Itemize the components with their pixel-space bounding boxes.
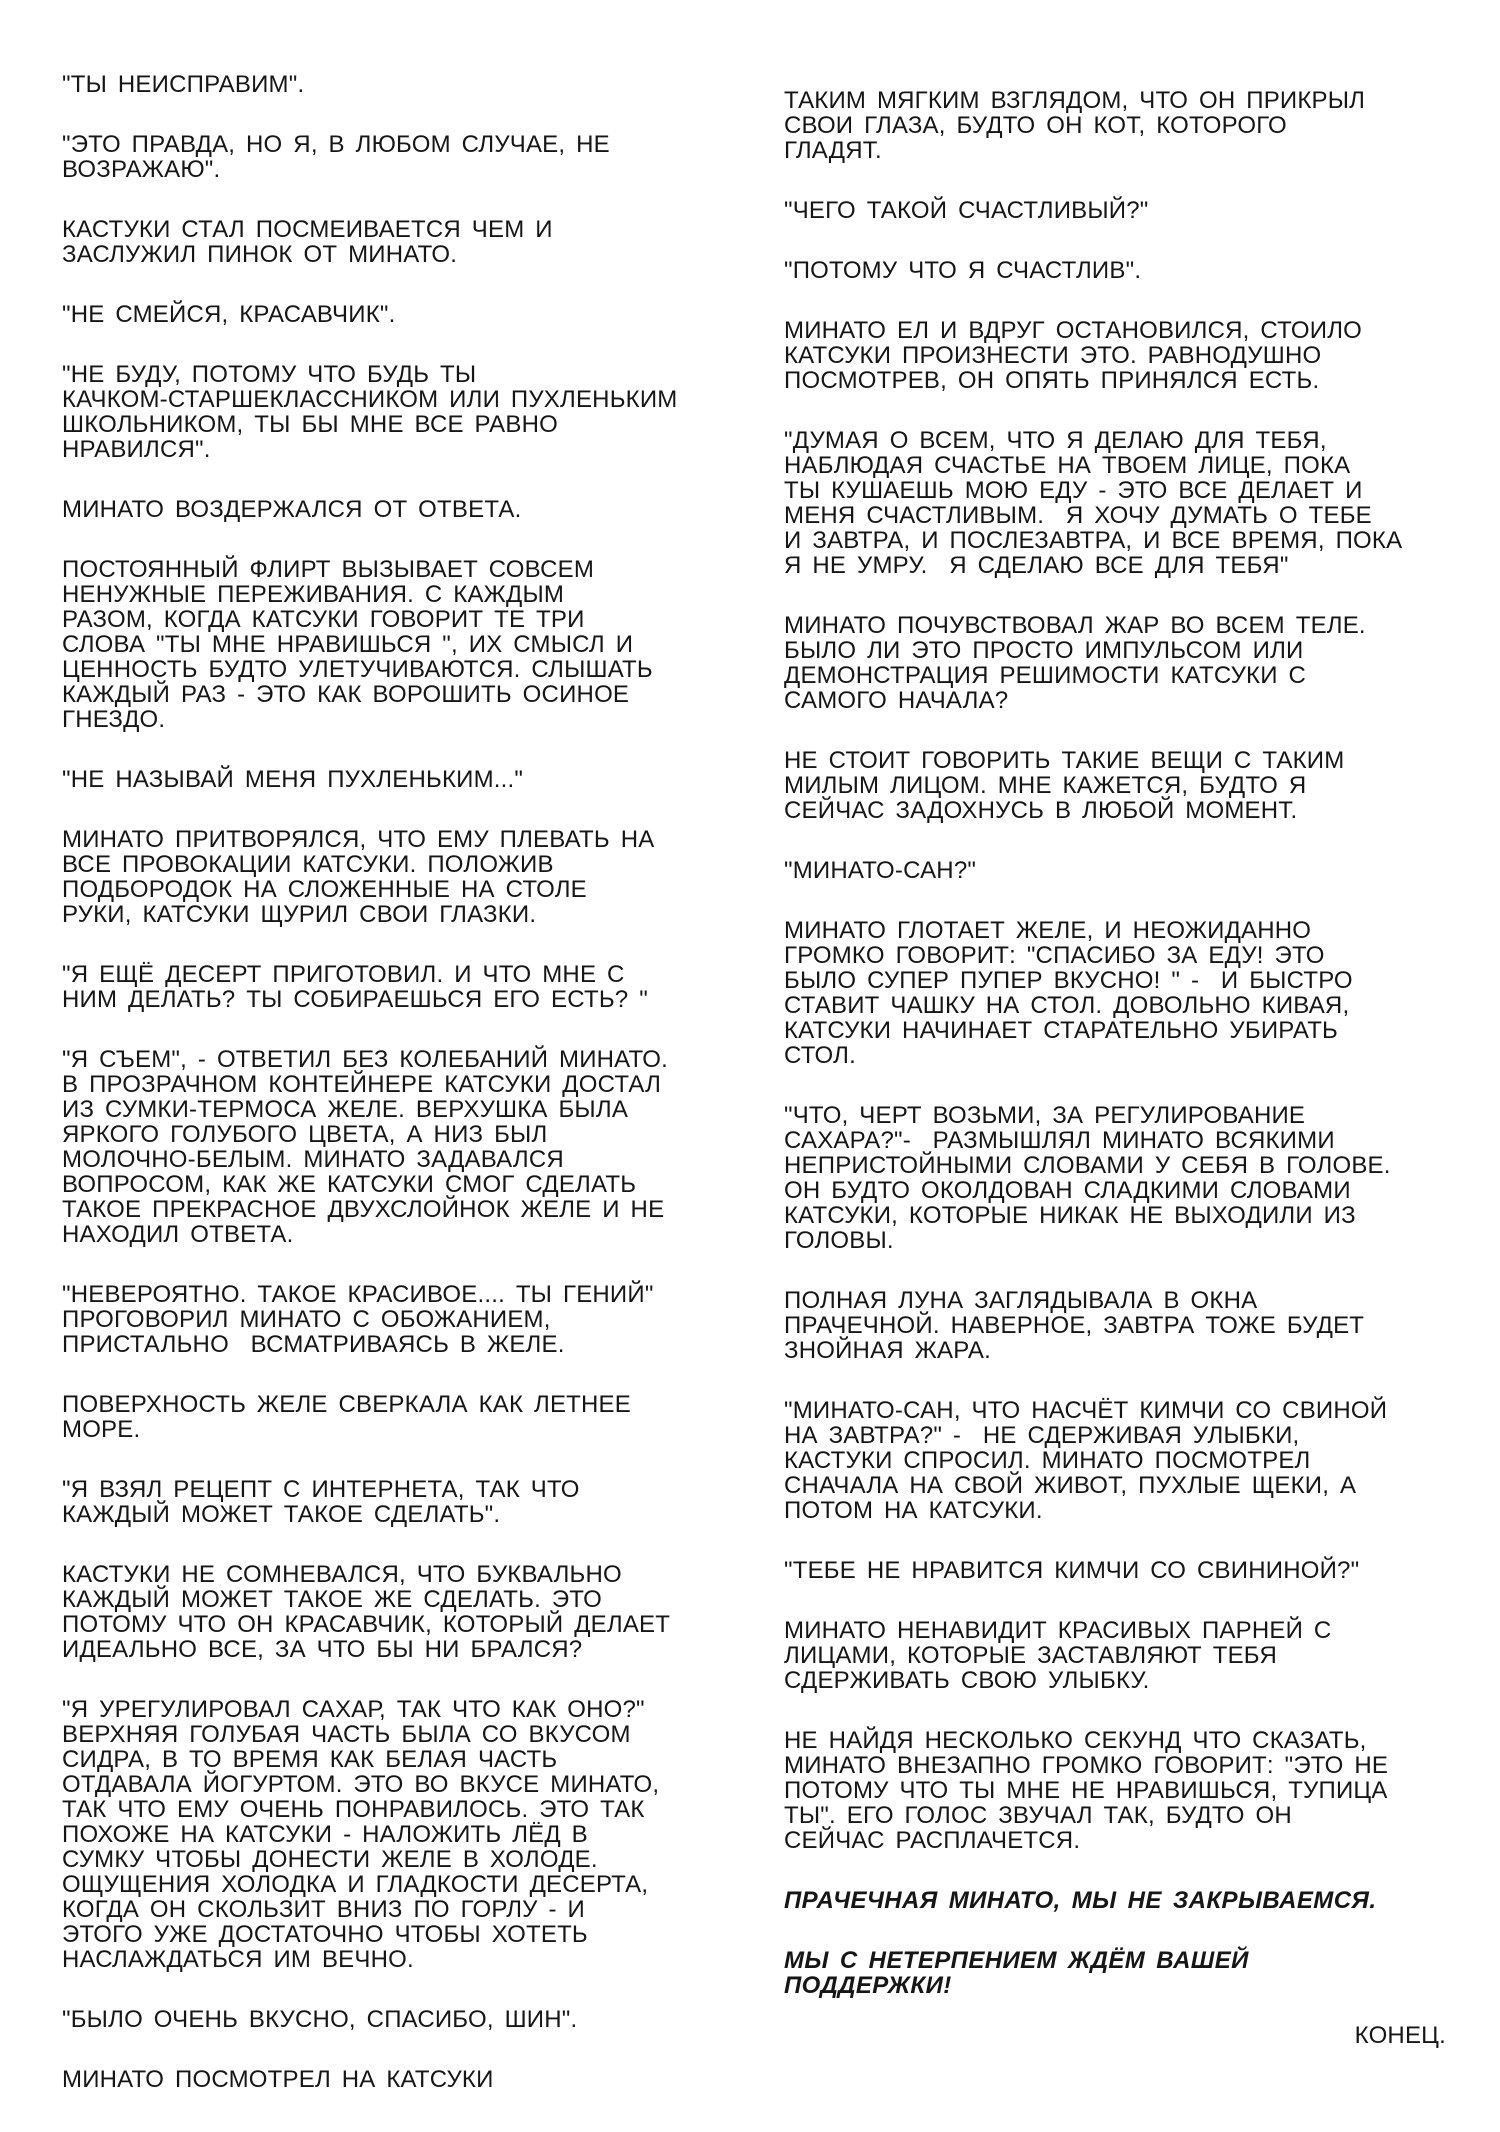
paragraph: "МИНАТО-САН?": [784, 857, 977, 884]
paragraph: "ТЫ НЕИСПРАВИМ".: [62, 71, 305, 98]
paragraph: "ЧЕГО ТАКОЙ СЧАСТЛИВЫЙ?": [784, 197, 1149, 224]
paragraph: "НЕ СМЕЙСЯ, КРАСАВЧИК".: [62, 301, 396, 328]
paragraph: МИНАТО ЕЛ И ВДРУГ ОСТАНОВИЛСЯ, СТОИЛО КАТСУКИ ПРОИЗНЕСТИ ЭТО. РАВНОДУШНО ПОСМОТРЕВ, ОН ОПЯТЬ ПРИНЯЛСЯ ЕСТЬ.: [784, 317, 1363, 394]
paragraph: ПОВЕРХНОСТЬ ЖЕЛЕ СВЕРКАЛА КАК ЛЕТНЕЕ МОРЕ.: [62, 1391, 631, 1443]
paragraph: "НЕ БУДУ, ПОТОМУ ЧТО БУДЬ ТЫ КАЧКОМ-СТАРШЕКЛАССНИКОМ ИЛИ ПУХЛЕНЬКИМ ШКОЛЬНИКОМ, ТЫ БЫ МНЕ ВСЕ РАВНО НРАВИЛСЯ".: [62, 361, 678, 463]
paragraph: "Я ВЗЯЛ РЕЦЕПТ С ИНТЕРНЕТА, ТАК ЧТО КАЖДЫЙ МОЖЕТ ТАКОЕ СДЕЛАТЬ".: [62, 1476, 580, 1528]
paragraph: МЫ С НЕТЕРПЕНИЕМ ЖДЁМ ВАШЕЙ ПОДДЕРЖКИ!: [784, 1947, 1249, 1999]
paragraph: МИНАТО ПОЧУВСТВОВАЛ ЖАР ВО ВСЕМ ТЕЛЕ. БЫЛО ЛИ ЭТО ПРОСТО ИМПУЛЬСОМ ИЛИ ДЕМОНСТРАЦИЯ РЕШИМОСТИ КАТСУКИ С САМОГО НАЧАЛА?: [784, 612, 1366, 714]
paragraph: НЕ НАЙДЯ НЕСКОЛЬКО СЕКУНД ЧТО СКАЗАТЬ, МИНАТО ВНЕЗАПНО ГРОМКО ГОВОРИТ: "ЭТО НЕ ПОТОМУ ЧТО ТЫ МНЕ НЕ НРАВИШЬСЯ, ТУПИЦА ТЫ". ЕГО ГОЛОС ЗВУЧАЛ ТАК, БУДТО ОН СЕЙЧАС РАСПЛАЧЕТСЯ.: [784, 1727, 1389, 1854]
paragraph: "НЕ НАЗЫВАЙ МЕНЯ ПУХЛЕНЬКИМ...": [62, 766, 524, 793]
paragraph: "ЧТО, ЧЕРТ ВОЗЬМИ, ЗА РЕГУЛИРОВАНИЕ САХАРА?"- РАЗМЫШЛЯЛ МИНАТО ВСЯКИМИ НЕПРИСТОЙНЫМИ СЛОВАМИ У СЕБЯ В ГОЛОВЕ. ОН БУДТО ОКОЛДОВАН СЛАДКИМИ СЛОВАМИ КАТСУКИ, КОТОРЫЕ НИКАК НЕ ВЫХОДИЛИ ИЗ ГОЛОВЫ.: [784, 1102, 1391, 1254]
paragraph: ПОЛНАЯ ЛУНА ЗАГЛЯДЫВАЛА В ОКНА ПРАЧЕЧНОЙ. НАВЕРНОЕ, ЗАВТРА ТОЖЕ БУДЕТ ЗНОЙНАЯ ЖАРА.: [784, 1287, 1365, 1364]
paragraph: "Я УРЕГУЛИРОВАЛ САХАР, ТАК ЧТО КАК ОНО?" ВЕРХНЯЯ ГОЛУБАЯ ЧАСТЬ БЫЛА СО ВКУСОМ СИДРА, В ТО ВРЕМЯ КАК БЕЛАЯ ЧАСТЬ ОТДАВАЛА ЙОГУРТОМ. ЭТО ВО ВКУСЕ МИНАТО, ТАК ЧТО ЕМУ ОЧЕНЬ ПОНРАВИЛОСЬ. ЭТО ТАК ПОХОЖЕ НА КАТСУКИ - НАЛОЖИТЬ ЛЁД В СУМКУ ЧТОБЫ ДОНЕСТИ ЖЕЛЕ В ХОЛОДЕ. ОЩУЩЕНИЯ ХОЛОДКА И ГЛАДКОСТИ ДЕСЕРТА, КОГДА ОН СКОЛЬЗИТ ВНИЗ ПО ГОРЛУ - И ЭТОГО УЖЕ ДОСТАТОЧНО ЧТОБЫ ХОТЕТЬ НАСЛАЖДАТЬСЯ ИМ ВЕЧНО.: [62, 1696, 660, 1973]
text-column-left: [62, 72, 754, 2092]
paragraph: МИНАТО ВОЗДЕРЖАЛСЯ ОТ ОТВЕТА.: [62, 496, 522, 523]
paragraph: МИНАТО ГЛОТАЕТ ЖЕЛЕ, И НЕОЖИДАННО ГРОМКО ГОВОРИТ: "СПАСИБО ЗА ЕДУ! ЭТО БЫЛО СУПЕР ПУПЕР ВКУСНО! " - И БЫСТРО СТАВИТ ЧАШКУ НА СТОЛ. ДОВОЛЬНО КИВАЯ, КАТСУКИ НАЧИНАЕТ СТАРАТЕЛЬНО УБИРАТЬ СТОЛ.: [784, 917, 1353, 1069]
text-column-right: [784, 88, 1476, 2048]
paragraph: НЕ СТОИТ ГОВОРИТЬ ТАКИЕ ВЕЩИ С ТАКИМ МИЛЫМ ЛИЦОМ. МНЕ КАЖЕТСЯ, БУДТО Я СЕЙЧАС ЗАДОХНУСЬ В ЛЮБОЙ МОМЕНТ.: [784, 747, 1345, 824]
paragraph: КОНЕЦ.: [1354, 2022, 1446, 2049]
paragraph: КАСТУКИ СТАЛ ПОСМЕИВАЕТСЯ ЧЕМ И ЗАСЛУЖИЛ ПИНОК ОТ МИНАТО.: [62, 216, 553, 268]
paragraph: "НЕВЕРОЯТНО. ТАКОЕ КРАСИВОЕ.... ТЫ ГЕНИЙ" ПРОГОВОРИЛ МИНАТО С ОБОЖАНИЕМ, ПРИСТАЛЬНО ВСМАТРИВАЯСЬ В ЖЕЛЕ.: [62, 1281, 654, 1358]
paragraph: ПОСТОЯННЫЙ ФЛИРТ ВЫЗЫВАЕТ СОВСЕМ НЕНУЖНЫЕ ПЕРЕЖИВАНИЯ. С КАЖДЫМ РАЗОМ, КОГДА КАТСУКИ ГОВОРИТ ТЕ ТРИ СЛОВА "ТЫ МНЕ НРАВИШЬСЯ ", ИХ СМЫСЛ И ЦЕННОСТЬ БУДТО УЛЕТУЧИВАЮТСЯ. СЛЫШАТЬ КАЖДЫЙ РАЗ - ЭТО КАК ВОРОШИТЬ ОСИНОЕ ГНЕЗДО.: [62, 556, 653, 733]
paragraph: "ЭТО ПРАВДА, НО Я, В ЛЮБОМ СЛУЧАЕ, НЕ ВОЗРАЖАЮ".: [62, 131, 610, 183]
paragraph: "ТЕБЕ НЕ НРАВИТСЯ КИМЧИ СО СВИНИНОЙ?": [784, 1557, 1360, 1584]
paragraph: "Я СЪЕМ", - ОТВЕТИЛ БЕЗ КОЛЕБАНИЙ МИНАТО. В ПРОЗРАЧНОМ КОНТЕЙНЕРЕ КАТСУКИ ДОСТАЛ ИЗ СУМКИ-ТЕРМОСА ЖЕЛЕ. ВЕРХУШКА БЫЛА ЯРКОГО ГОЛУБОГО ЦВЕТА, А НИЗ БЫЛ МОЛОЧНО-БЕЛЫМ. МИНАТО ЗАДАВАЛСЯ ВОПРОСОМ, КАК ЖЕ КАТСУКИ СМОГ СДЕЛАТЬ ТАКОЕ ПРЕКРАСНОЕ ДВУХСЛОЙНОК ЖЕЛЕ И НЕ НАХОДИЛ ОТВЕТА.: [62, 1046, 669, 1248]
paragraph: МИНАТО НЕНАВИДИТ КРАСИВЫХ ПАРНЕЙ С ЛИЦАМИ, КОТОРЫЕ ЗАСТАВЛЯЮТ ТЕБЯ СДЕРЖИВАТЬ СВОЮ УЛЫБКУ.: [784, 1617, 1332, 1694]
paragraph: ТАКИМ МЯГКИМ ВЗГЛЯДОМ, ЧТО ОН ПРИКРЫЛ СВОИ ГЛАЗА, БУДТО ОН КОТ, КОТОРОГО ГЛАДЯТ.: [784, 87, 1366, 164]
paragraph: МИНАТО ПОСМОТРЕЛ НА КАТСУКИ: [62, 2066, 494, 2093]
paragraph: "ПОТОМУ ЧТО Я СЧАСТЛИВ".: [784, 257, 1142, 284]
paragraph: "БЫЛО ОЧЕНЬ ВКУСНО, СПАСИБО, ШИН".: [62, 2006, 578, 2033]
paragraph: "ДУМАЯ О ВСЕМ, ЧТО Я ДЕЛАЮ ДЛЯ ТЕБЯ, НАБЛЮДАЯ СЧАСТЬЕ НА ТВОЕМ ЛИЦЕ, ПОКА ТЫ КУШАЕШЬ МОЮ ЕДУ - ЭТО ВСЕ ДЕЛАЕТ И МЕНЯ СЧАСТЛИВЫМ. Я ХОЧУ ДУМАТЬ О ТЕБЕ И ЗАВТРА, И ПОСЛЕЗАВТРА, И ВСЕ ВРЕМЯ, ПОКА Я НЕ УМРУ. Я СДЕЛАЮ ВСЕ ДЛЯ ТЕБЯ": [784, 427, 1403, 579]
paragraph: "Я ЕЩЁ ДЕСЕРТ ПРИГОТОВИЛ. И ЧТО МНЕ С НИМ ДЕЛАТЬ? ТЫ СОБИРАЕШЬСЯ ЕГО ЕСТЬ? ": [62, 961, 648, 1013]
paragraph: ПРАЧЕЧНАЯ МИНАТО, МЫ НЕ ЗАКРЫВАЕМСЯ.: [784, 1887, 1377, 1914]
paragraph: МИНАТО ПРИТВОРЯЛСЯ, ЧТО ЕМУ ПЛЕВАТЬ НА ВСЕ ПРОВОКАЦИИ КАТСУКИ. ПОЛОЖИВ ПОДБОРОДОК НА СЛОЖЕННЫЕ НА СТОЛЕ РУКИ, КАТСУКИ ЩУРИЛ СВОИ ГЛАЗКИ.: [62, 826, 655, 928]
paragraph: КАСТУКИ НЕ СОМНЕВАЛСЯ, ЧТО БУКВАЛЬНО КАЖДЫЙ МОЖЕТ ТАКОЕ ЖЕ СДЕЛАТЬ. ЭТО ПОТОМУ ЧТО ОН КРАСАВЧИК, КОТОРЫЙ ДЕЛАЕТ ИДЕАЛЬНО ВСЕ, ЗА ЧТО БЫ НИ БРАЛСЯ?: [62, 1561, 671, 1663]
paragraph: "МИНАТО-САН, ЧТО НАСЧЁТ КИМЧИ СО СВИНОЙ НА ЗАВТРА?" - НЕ СДЕРЖИВАЯ УЛЫБКИ, КАСТУКИ СПРОСИЛ. МИНАТО ПОСМОТРЕЛ СНАЧАЛА НА СВОЙ ЖИВОТ, ПУХЛЫЕ ЩЕКИ, А ПОТОМ НА КАТСУКИ.: [784, 1397, 1388, 1524]
